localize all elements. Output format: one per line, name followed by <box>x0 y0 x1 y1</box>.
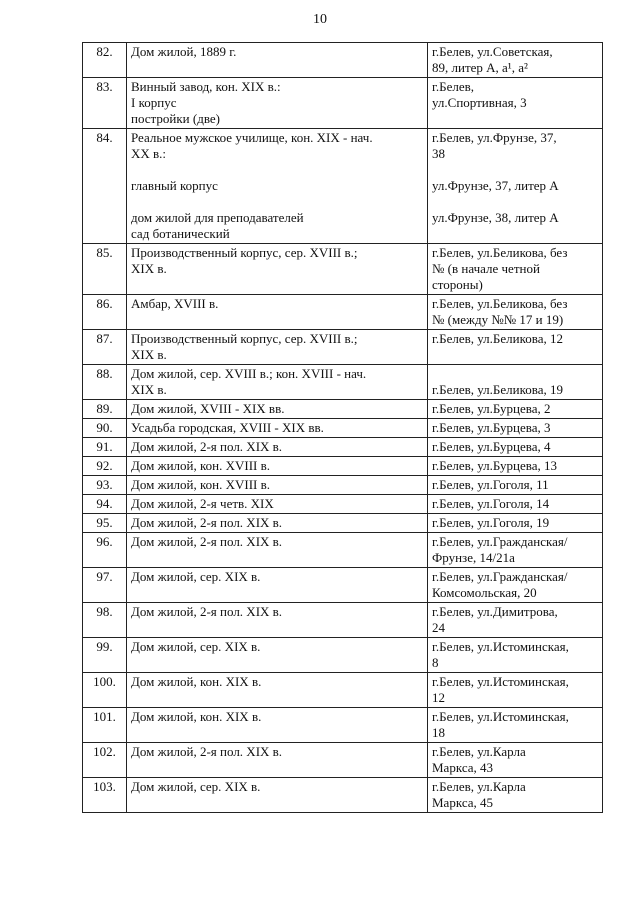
row-number: 98. <box>83 603 127 638</box>
object-name-cell <box>127 457 428 476</box>
object-address-cell <box>428 476 603 495</box>
heritage-objects-table <box>82 42 603 813</box>
object-name-cell <box>127 533 428 568</box>
blank-line <box>432 366 598 382</box>
object-address-cell <box>428 568 603 603</box>
object-name-cell <box>127 708 428 743</box>
row-number: 89. <box>83 400 127 419</box>
table-row <box>83 330 603 365</box>
object-name-line: XIX в. <box>131 261 167 276</box>
object-address-line: 24 <box>432 620 445 635</box>
object-address-line: г.Белев, ул.Беликова, 12 <box>432 331 563 346</box>
object-name-cell <box>127 78 428 129</box>
object-address-cell <box>428 419 603 438</box>
object-address-line: ул.Спортивная, 3 <box>432 95 527 110</box>
table-row <box>83 438 603 457</box>
table-row <box>83 365 603 400</box>
object-address-line: г.Белев, ул.Карла <box>432 744 526 759</box>
object-address-line: 12 <box>432 690 445 705</box>
table-row <box>83 295 603 330</box>
table-row <box>83 673 603 708</box>
object-name-line: Дом жилой, 2-я четв. XIX <box>131 496 274 511</box>
row-number: 96. <box>83 533 127 568</box>
object-address-cell <box>428 400 603 419</box>
object-name-cell <box>127 400 428 419</box>
object-address-cell <box>428 457 603 476</box>
row-number: 88. <box>83 365 127 400</box>
object-address-line: Комсомольская, 20 <box>432 585 537 600</box>
table-row <box>83 78 603 129</box>
object-name-cell <box>127 568 428 603</box>
object-name-cell <box>127 673 428 708</box>
object-name-line: Дом жилой, 2-я пол. XIX в. <box>131 439 283 454</box>
row-number: 86. <box>83 295 127 330</box>
object-name-cell <box>127 476 428 495</box>
row-number: 97. <box>83 568 127 603</box>
object-name-cell <box>127 365 428 400</box>
object-address-line: г.Белев, ул.Беликова, 19 <box>432 382 563 397</box>
row-number: 99. <box>83 638 127 673</box>
object-address-line: г.Белев, ул.Бурцева, 4 <box>432 439 551 454</box>
object-address-line: г.Белев, ул.Гражданская/ <box>432 534 568 549</box>
object-name-line: Дом жилой, сер. XIX в. <box>131 569 261 584</box>
object-name-line: Дом жилой, кон. XVIII в. <box>131 458 270 473</box>
object-name-line: XIX в. <box>131 347 167 362</box>
object-address-line: г.Белев, ул.Гоголя, 19 <box>432 515 550 530</box>
object-address-cell <box>428 438 603 457</box>
table-row <box>83 495 603 514</box>
object-name-line: сад ботанический <box>131 226 230 241</box>
object-name-line: Амбар, XVIII в. <box>131 296 219 311</box>
table-row <box>83 43 603 78</box>
object-address-line: Маркса, 43 <box>432 760 494 775</box>
object-address-cell <box>428 673 603 708</box>
object-name-line: Дом жилой, кон. XVIII в. <box>131 477 270 492</box>
object-address-line: г.Белев, ул.Истоминская, <box>432 639 569 654</box>
object-name-cell <box>127 330 428 365</box>
object-address-cell <box>428 743 603 778</box>
table-row <box>83 778 603 813</box>
table-row <box>83 244 603 295</box>
object-address-line: Маркса, 45 <box>432 795 494 810</box>
object-address-line: ул.Фрунзе, 37, литер А <box>432 178 559 193</box>
object-address-cell <box>428 330 603 365</box>
object-name-cell <box>127 778 428 813</box>
table-row <box>83 129 603 244</box>
object-name-line: Винный завод, кон. XIX в.: <box>131 79 281 94</box>
object-address-line: 89, литер А, а¹, а² <box>432 60 528 75</box>
object-name-cell <box>127 495 428 514</box>
object-address-line: № (между №№ 17 и 19) <box>432 312 564 327</box>
object-address-line: г.Белев, ул.Гоголя, 14 <box>432 496 550 511</box>
object-address-cell <box>428 295 603 330</box>
object-name-cell <box>127 129 428 244</box>
object-address-cell <box>428 43 603 78</box>
object-address-line: г.Белев, ул.Фрунзе, 37, <box>432 130 557 145</box>
object-name-line: XIX в. <box>131 382 167 397</box>
object-address-cell <box>428 778 603 813</box>
object-name-line: Дом жилой, 1889 г. <box>131 44 237 59</box>
table-row <box>83 708 603 743</box>
object-address-line: г.Белев, <box>432 79 474 94</box>
row-number: 92. <box>83 457 127 476</box>
table-row <box>83 638 603 673</box>
object-address-line: № (в начале четной <box>432 261 540 276</box>
object-address-line: г.Белев, ул.Карла <box>432 779 526 794</box>
row-number: 85. <box>83 244 127 295</box>
object-address-line: г.Белев, ул.Димитрова, <box>432 604 558 619</box>
object-address-cell <box>428 514 603 533</box>
object-address-line: г.Белев, ул.Истоминская, <box>432 709 569 724</box>
row-number: 90. <box>83 419 127 438</box>
object-name-line: дом жилой для преподавателей <box>131 210 304 225</box>
table-row <box>83 743 603 778</box>
object-name-line: Дом жилой, 2-я пол. XIX в. <box>131 534 283 549</box>
table-row <box>83 533 603 568</box>
table-row <box>83 476 603 495</box>
object-name-line: Производственный корпус, сер. XVIII в.; <box>131 245 358 260</box>
table-row <box>83 603 603 638</box>
object-name-line: главный корпус <box>131 178 218 193</box>
object-name-cell <box>127 603 428 638</box>
object-name-cell <box>127 638 428 673</box>
object-address-line: г.Белев, ул.Гражданская/ <box>432 569 568 584</box>
blank-line <box>131 194 423 210</box>
object-name-line: Усадьба городская, XVIII - XIX вв. <box>131 420 324 435</box>
object-address-cell <box>428 603 603 638</box>
object-name-line: Дом жилой, сер. XIX в. <box>131 779 261 794</box>
object-address-cell <box>428 244 603 295</box>
object-name-line: постройки (две) <box>131 111 220 126</box>
blank-line <box>432 194 598 210</box>
object-address-line: г.Белев, ул.Гоголя, 11 <box>432 477 549 492</box>
object-address-cell <box>428 365 603 400</box>
object-address-cell <box>428 129 603 244</box>
object-address-line: г.Белев, ул.Беликова, без <box>432 245 568 260</box>
object-address-cell <box>428 638 603 673</box>
object-address-line: 38 <box>432 146 445 161</box>
object-name-line: I корпус <box>131 95 177 110</box>
object-name-line: Реальное мужское училище, кон. XIX - нач. <box>131 130 373 145</box>
object-name-line: Дом жилой, 2-я пол. XIX в. <box>131 604 283 619</box>
object-name-line: Дом жилой, 2-я пол. XIX в. <box>131 515 283 530</box>
row-number: 95. <box>83 514 127 533</box>
blank-line <box>131 162 423 178</box>
object-address-line: г.Белев, ул.Советская, <box>432 44 553 59</box>
row-number: 91. <box>83 438 127 457</box>
object-name-cell <box>127 244 428 295</box>
row-number: 83. <box>83 78 127 129</box>
object-name-cell <box>127 438 428 457</box>
object-name-cell <box>127 43 428 78</box>
object-name-line: XX в.: <box>131 146 167 161</box>
object-name-line: Дом жилой, XVIII - XIX вв. <box>131 401 285 416</box>
object-address-line: г.Белев, ул.Бурцева, 2 <box>432 401 551 416</box>
table-row <box>83 568 603 603</box>
object-address-cell <box>428 78 603 129</box>
object-address-cell <box>428 708 603 743</box>
table-row <box>83 514 603 533</box>
object-address-cell <box>428 495 603 514</box>
table-row <box>83 419 603 438</box>
object-address-line: г.Белев, ул.Бурцева, 13 <box>432 458 558 473</box>
object-name-line: Дом жилой, кон. XIX в. <box>131 709 262 724</box>
table-row <box>83 400 603 419</box>
row-number: 103. <box>83 778 127 813</box>
row-number: 102. <box>83 743 127 778</box>
object-name-line: Дом жилой, сер. XIX в. <box>131 639 261 654</box>
row-number: 101. <box>83 708 127 743</box>
object-name-line: Дом жилой, сер. XVIII в.; кон. XVIII - нач. <box>131 366 367 381</box>
object-name-cell <box>127 419 428 438</box>
blank-line <box>432 162 598 178</box>
object-address-line: г.Белев, ул.Бурцева, 3 <box>432 420 551 435</box>
object-name-line: Дом жилой, кон. XIX в. <box>131 674 262 689</box>
row-number: 93. <box>83 476 127 495</box>
object-address-line: стороны) <box>432 277 483 292</box>
object-address-line: 8 <box>432 655 439 670</box>
object-address-line: ул.Фрунзе, 38, литер А <box>432 210 559 225</box>
object-name-cell <box>127 743 428 778</box>
object-name-cell <box>127 295 428 330</box>
row-number: 100. <box>83 673 127 708</box>
object-address-cell <box>428 533 603 568</box>
object-name-cell <box>127 514 428 533</box>
table-row <box>83 457 603 476</box>
object-address-line: 18 <box>432 725 445 740</box>
table-body <box>83 43 603 813</box>
object-name-line: Дом жилой, 2-я пол. XIX в. <box>131 744 283 759</box>
page-number: 10 <box>313 12 327 27</box>
object-address-line: г.Белев, ул.Беликова, без <box>432 296 568 311</box>
object-address-line: г.Белев, ул.Истоминская, <box>432 674 569 689</box>
row-number: 87. <box>83 330 127 365</box>
object-name-line: Производственный корпус, сер. XVIII в.; <box>131 331 358 346</box>
row-number: 82. <box>83 43 127 78</box>
object-address-line: Фрунзе, 14/21а <box>432 550 515 565</box>
row-number: 84. <box>83 129 127 244</box>
row-number: 94. <box>83 495 127 514</box>
